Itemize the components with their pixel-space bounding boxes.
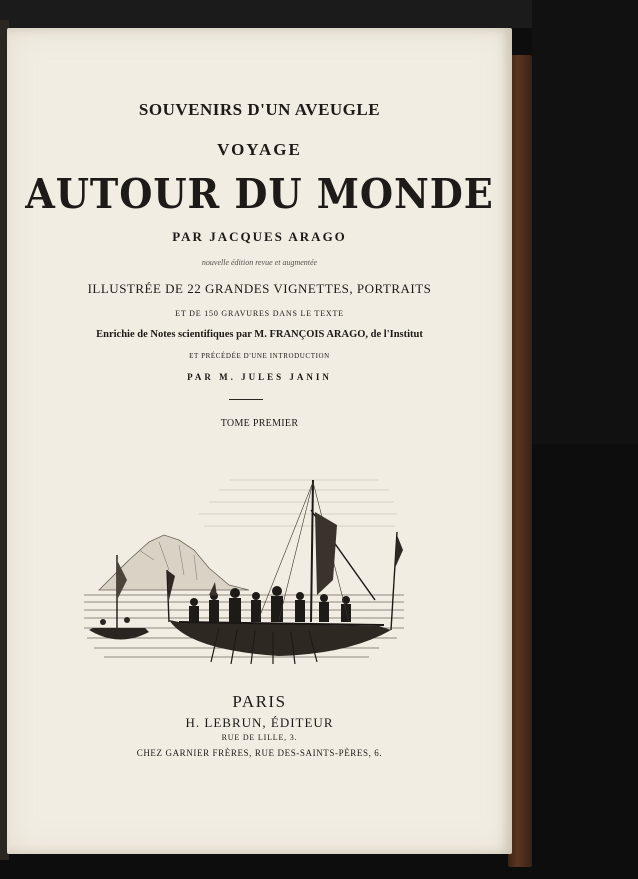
scanner-right-band [532,0,638,444]
distributor: CHEZ GARNIER FRÈRES, RUE DES-SAINTS-PÈRES, 6. [136,748,383,758]
edition-note: nouvelle édition revue et augmentée [201,258,318,267]
engravings-line: ET DE 150 GRAVURES DANS LE TEXTE [175,309,344,318]
publisher: H. LEBRUN, ÉDITEUR [185,715,334,730]
notes-line: Enrichie de Notes scientifiques par M. FRANÇOIS ARAGO, de l'Institut [96,329,423,340]
publisher-address: RUE DE LILLE, 3. [221,733,298,742]
volume-label: TOME PREMIER [220,418,299,429]
boat-engraving-icon [79,450,405,668]
introduction-by: PAR M. JULES JANIN [187,372,332,382]
title-page [7,28,512,854]
divider-rule [229,399,263,400]
illustrations-line: ILLUSTRÉE DE 22 GRANDES VIGNETTES, PORTRAITS [87,281,432,296]
voyage-heading: VOYAGE [217,140,302,159]
series-title: SOUVENIRS D'UN AVEUGLE [138,100,381,119]
main-title: AUTOUR DU MONDE [25,170,494,218]
city: PARIS [232,692,287,711]
preceded-line: ET PRÉCÉDÉE D'UNE INTRODUCTION [189,352,330,360]
author-line: PAR JACQUES ARAGO [172,229,347,244]
